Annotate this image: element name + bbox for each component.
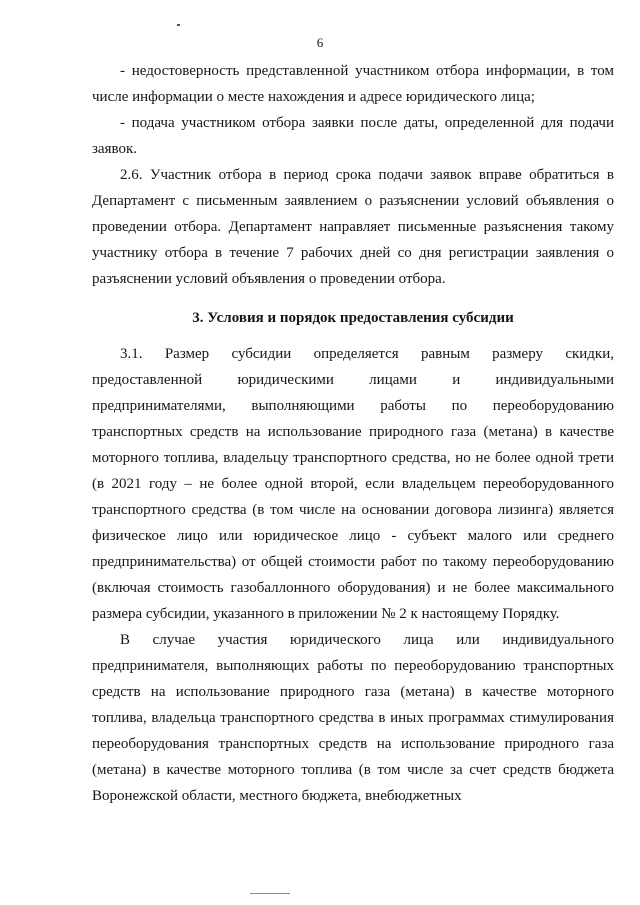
scan-speck <box>177 24 180 26</box>
page-content <box>92 58 614 809</box>
section-heading: 3. Условия и порядок предоставления субсидии <box>192 310 514 326</box>
scan-artifact-line <box>250 893 290 894</box>
list-item-late-application: - подача участником отбора заявки после даты, определенной для подачи заявок. <box>92 115 614 157</box>
paragraph-2-6: 2.6. Участник отбора в период срока подачи заявок вправе обратиться в Департамент с письменным заявлением о разъяснении условий объявления о проведении отбора. Департамент направляет письменные разъяснения такому участнику отбора в течение 7 рабочих дней со дня регистрации заявления о разъяснении условий объявления о проведении отбора. <box>92 167 614 287</box>
page-number: 6 <box>316 35 324 50</box>
list-item-inaccurate-information: - недостоверность представленной участником отбора информации, в том числе информации о месте нахождения и адресе юридического лица; <box>92 63 614 105</box>
paragraph-3-1: 3.1. Размер субсидии определяется равным размеру скидки, предоставленной юридическими лицами и индивидуальными предпринимателями, выполняющими работы по переоборудованию транспортных средств на использование природного газа (метана) в качестве моторного топлива, владельцу транспортного средства, но не более одной трети (в 2021 году – не более одной второй, если владельцем переоборудованного транспортного средства (в том числе на основании договора лизинга) является физическое лицо или юридическое лицо - субъект малого или среднего предпринимательства) от общей стоимости работ по такому переоборудованию (включая стоимость газобаллонного оборудования) и не более максимального размера субсидии, указанного в приложении № 2 к настоящему Порядку. <box>92 346 614 622</box>
paragraph-other-programs: В случае участия юридического лица или индивидуального предпринимателя, выполняющих работы по переоборудованию транспортных средств на использование природного газа (метана) в качестве моторного топлива, владельца транспортного средства в иных программах стимулирования переоборудования транспортных средств на использование природного газа (метана) в качестве моторного топлива (в том числе за счет средств бюджета Воронежской области, местного бюджета, внебюджетных <box>92 632 614 804</box>
